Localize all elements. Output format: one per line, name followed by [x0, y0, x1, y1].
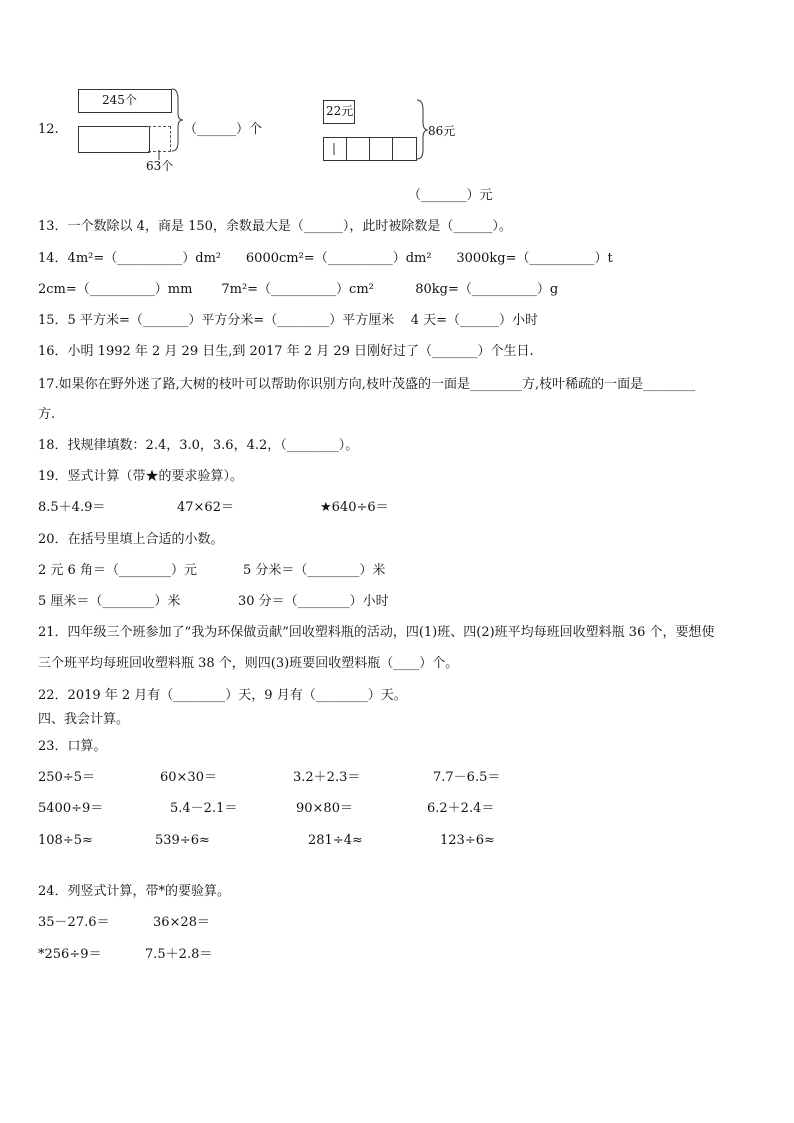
q23-item: 90×80＝ — [296, 801, 353, 816]
question-15: 15．5 平方米=（_______）平方分米=（________）平方厘米 4 天=（______）小时 — [38, 313, 539, 328]
q12-right-tick — [333, 143, 337, 157]
question-14-line2: 2cm=（__________）mm 7m²=（__________）cm² 80kg=（__________）g — [38, 282, 559, 297]
q23-item: 60×30＝ — [160, 770, 217, 785]
q19-item: 8.5＋4.9＝ — [38, 500, 106, 515]
q23-item: 281÷4≈ — [308, 833, 363, 848]
q12-left-answer[interactable]: （______）个 — [184, 122, 263, 137]
question-16: 16．小明 1992 年 2 月 29 日生,到 2017 年 2 月 29 日刚好过了（_______）个生日. — [38, 344, 534, 359]
q19-item: 47×62＝ — [177, 500, 234, 515]
q12-top-label: 245个 — [102, 93, 137, 107]
q23-item: 5.4－2.1＝ — [170, 801, 238, 816]
question-20: 20．在括号里填上合适的小数。 — [38, 532, 224, 547]
question-14: 14．4m²=（__________）dm² 6000cm²=（__________）dm² 3000kg=（__________）t — [38, 251, 613, 266]
question-17-line2: 方. — [38, 407, 56, 422]
q23-item: 123÷6≈ — [440, 833, 495, 848]
q23-item: 539÷6≈ — [155, 833, 210, 848]
q24-item: 7.5＋2.8＝ — [145, 947, 213, 962]
q12-unit-box — [392, 137, 417, 161]
question-17: 17.如果你在野外迷了路,大树的枝叶可以帮助你识别方向,枝叶茂盛的一面是________方,枝叶稀疏的一面是________ — [38, 377, 696, 392]
question-24: 24．列竖式计算，带*的要验算。 — [38, 884, 231, 899]
q12-unit-box — [369, 137, 394, 161]
q19-item-star: ★640÷6＝ — [320, 500, 389, 515]
q20-item: 5 厘米＝（________）米 — [38, 594, 181, 609]
q12-price-label: 22元 — [326, 104, 354, 118]
q23-item: 7.7－6.5＝ — [433, 770, 501, 785]
q12-right-answer[interactable]: （_______）元 — [408, 188, 493, 203]
q12-left-brace — [172, 89, 184, 152]
question-21-line2: 三个班平均每班回收塑料瓶 38 个，则四(3)班要回收塑料瓶（____）个。 — [38, 656, 459, 671]
q23-item: 250÷5＝ — [38, 770, 95, 785]
section-4-heading: 四、我会计算。 — [38, 712, 130, 727]
q24-item: 35－27.6＝ — [38, 915, 110, 930]
question-19: 19．竖式计算（带★的要求验算）。 — [38, 469, 244, 484]
q12-bottom-bar — [78, 126, 150, 153]
question-22: 22．2019 年 2 月有（________）天，9 月有（________）天。 — [38, 688, 407, 703]
q12-bottom-label: 63个 — [146, 159, 174, 173]
q12-total-label: 86元 — [428, 124, 456, 138]
q24-item: 36×28＝ — [153, 915, 210, 930]
question-13: 13．一个数除以 4，商是 150，余数最大是（______），此时被除数是（______）。 — [38, 219, 512, 234]
q23-item: 108÷5≈ — [38, 833, 93, 848]
q20-item: 30 分＝（________）小时 — [238, 594, 389, 609]
q12-number: 12. — [38, 122, 59, 137]
q20-item: 5 分米＝（________）米 — [243, 563, 386, 578]
q23-item: 6.2＋2.4＝ — [427, 801, 495, 816]
q23-item: 3.2＋2.3＝ — [293, 770, 361, 785]
q12-dashed-extension — [148, 126, 171, 152]
question-18: 18．找规律填数：2.4，3.0，3.6，4.2，（________）。 — [38, 438, 359, 453]
q24-item: *256÷9＝ — [38, 947, 102, 962]
question-23: 23．口算。 — [38, 739, 107, 754]
q12-unit-box — [346, 137, 371, 161]
question-21: 21．四年级三个班参加了“我为环保做贡献”回收塑料瓶的活动，四(1)班、四(2)班平均每班回收塑料瓶 36 个，要想使 — [38, 625, 715, 640]
q23-item: 5400÷9＝ — [38, 801, 104, 816]
q20-item: 2 元 6 角＝（________）元 — [38, 563, 197, 578]
